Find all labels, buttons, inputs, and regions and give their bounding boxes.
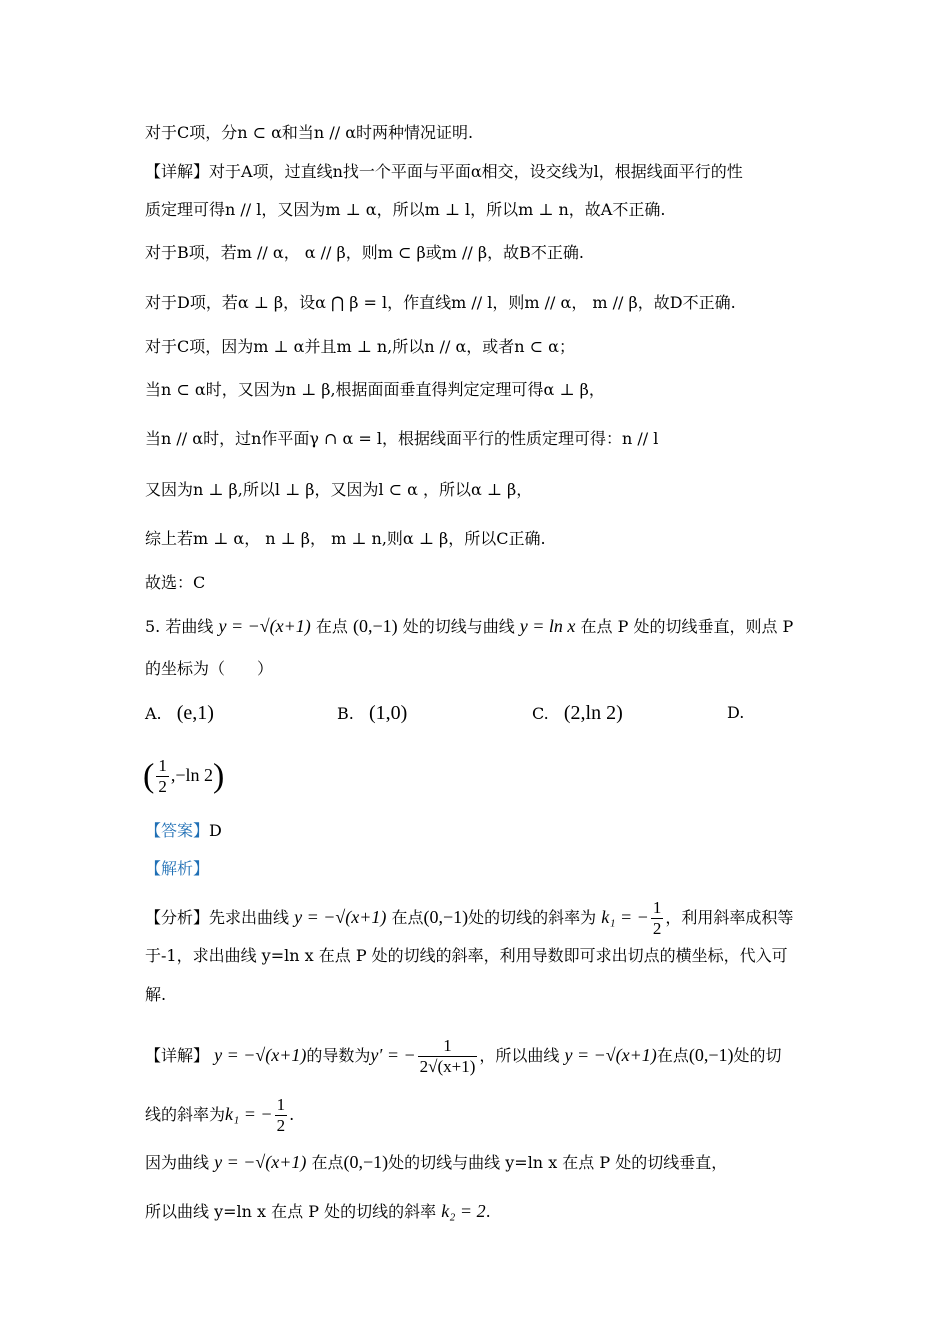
text-line: 当n ⊂ α时，又因为n ⊥ β,根据面面垂直得判定定理可得α ⊥ β，	[145, 380, 605, 399]
analysis-tag: 【解析】	[145, 859, 210, 878]
fraction	[156, 756, 169, 797]
question-text: 处的切线与曲线	[402, 617, 515, 636]
denominator: 2	[652, 919, 662, 938]
numerator: 1	[276, 1095, 286, 1114]
math-expression: k₁ = −	[601, 907, 649, 927]
math-expression: (0,−1)	[423, 907, 469, 927]
text-line: 对于C项，分n ⊂ α和当n // α时两种情况证明.	[145, 123, 474, 142]
text-line: 对于D项，若α ⊥ β，设α ⋂ β = l，作直线m // l，则m // α， m // β，故D不正确.	[145, 293, 736, 312]
question-stem-end: 的坐标为（ ）	[145, 659, 274, 678]
detail-text: 的导数为	[306, 1046, 371, 1065]
fraction	[418, 1036, 478, 1077]
text-line: 综上若m ⊥ α， n ⊥ β， m ⊥ n,则α ⊥ β，所以C正确.	[145, 529, 546, 548]
answer-value: D	[209, 821, 222, 840]
detail-line	[145, 1199, 491, 1224]
text-line: 又因为n ⊥ β,所以l ⊥ β，又因为l ⊂ α ，所以α ⊥ β，	[145, 480, 533, 499]
detail-line	[145, 1150, 727, 1175]
option-b	[337, 699, 407, 728]
math-expression: y = −√(x+1)	[214, 1152, 307, 1172]
option-label: B.	[337, 704, 354, 723]
math-expression: y = −√(x+1)	[214, 1045, 307, 1065]
analysis-sub-tag: 【分析】	[145, 908, 210, 927]
option-d	[727, 699, 744, 727]
fraction	[651, 898, 664, 939]
numerator: 1	[418, 1036, 478, 1057]
detail-line	[145, 1095, 294, 1136]
paren-left: (	[143, 757, 155, 795]
option-value: (e,1)	[176, 702, 214, 724]
math-expression: (0,−1)	[343, 1152, 389, 1172]
detail-text: 在点	[311, 1153, 344, 1172]
detail-line	[145, 1036, 781, 1077]
paren-right: )	[212, 757, 225, 795]
denominator: 2	[158, 777, 167, 796]
option-d-value	[143, 753, 224, 799]
detail-tag: 【详解】	[145, 1046, 210, 1065]
math-expression: (0,−1)	[352, 616, 398, 636]
text-line: 故选：C	[145, 573, 206, 592]
analysis-line	[145, 898, 793, 939]
answer-line	[145, 819, 222, 843]
detail-text: .	[485, 1202, 491, 1221]
question-stem	[145, 614, 793, 639]
detail-text: 所以曲线 y=ln x 在点 P 处的切线的斜率	[145, 1202, 437, 1221]
option-label: D.	[727, 703, 745, 722]
text-line: 对于C项，因为m ⊥ α并且m ⊥ n,所以n // α，或者n ⊂ α；	[145, 337, 575, 356]
denominator: 2	[276, 1116, 286, 1135]
text-line: 对于B项，若m // α， α // β，则m ⊂ β或m // β，故B不正确.	[145, 243, 585, 262]
option-value: (2,ln 2)	[563, 702, 623, 724]
detail-text: .	[289, 1105, 295, 1124]
math-expression: y′ = −	[370, 1045, 416, 1065]
math-expression: y = −√(x+1)	[294, 907, 387, 927]
detail-text: ，所以曲线	[479, 1046, 560, 1065]
math-expression: k₁ = −	[225, 1104, 273, 1124]
detail-text: 线的斜率为	[145, 1105, 226, 1124]
option-a	[145, 699, 214, 728]
math-expression: (0,−1)	[688, 1045, 734, 1065]
question-text: 在点	[315, 617, 348, 636]
math-expression: k₂ = 2	[441, 1201, 486, 1221]
denominator: 2√(x+1)	[419, 1057, 476, 1076]
question-text: 5. 若曲线	[145, 617, 214, 636]
option-value: ,−ln 2	[170, 765, 213, 785]
analysis-line: 于-1，求出曲线 y=ln x 在点 P 处的切线的斜率，利用导数即可求出切点的横坐标，代入可	[145, 946, 788, 965]
detail-text: 因为曲线	[145, 1153, 210, 1172]
option-value: (1,0)	[368, 702, 408, 724]
detail-tag: 【详解】	[145, 162, 210, 181]
analysis-text: 在点	[391, 908, 424, 927]
question-text: 在点 P 处的切线垂直，则点 P	[580, 617, 794, 636]
analysis-line: 解.	[145, 985, 167, 1004]
analysis-heading	[145, 857, 209, 881]
text-line	[145, 160, 743, 184]
math-expression: y = −√(x+1)	[564, 1045, 657, 1065]
math-expression: y = ln x	[519, 616, 576, 636]
text-line: 质定理可得n // l，又因为m ⊥ α，所以m ⊥ l，所以m ⊥ n，故A不正确.	[145, 200, 666, 219]
detail-text: 在点	[656, 1046, 689, 1065]
analysis-text: ，利用斜率成积等	[665, 908, 794, 927]
text-line: 当n // α时，过n作平面γ ∩ α = l，根据线面平行的性质定理可得：n // l	[145, 429, 659, 448]
answer-tag: 【答案】	[145, 821, 210, 840]
fraction	[275, 1095, 288, 1136]
analysis-text: 处的切线的斜率为	[468, 908, 597, 927]
detail-text: 处的切	[733, 1046, 782, 1065]
option-c	[532, 699, 623, 728]
numerator: 1	[652, 898, 662, 917]
math-expression: y = −√(x+1)	[218, 616, 311, 636]
analysis-text: 先求出曲线	[209, 908, 290, 927]
detail-text: 对于A项，过直线n找一个平面与平面α相交，设交线为l，根据线面平行的性	[209, 162, 743, 181]
option-label: C.	[532, 704, 549, 723]
numerator: 1	[158, 756, 167, 775]
option-label: A.	[145, 704, 162, 723]
detail-text: 处的切线与曲线 y=ln x 在点 P 处的切线垂直，	[388, 1153, 728, 1172]
